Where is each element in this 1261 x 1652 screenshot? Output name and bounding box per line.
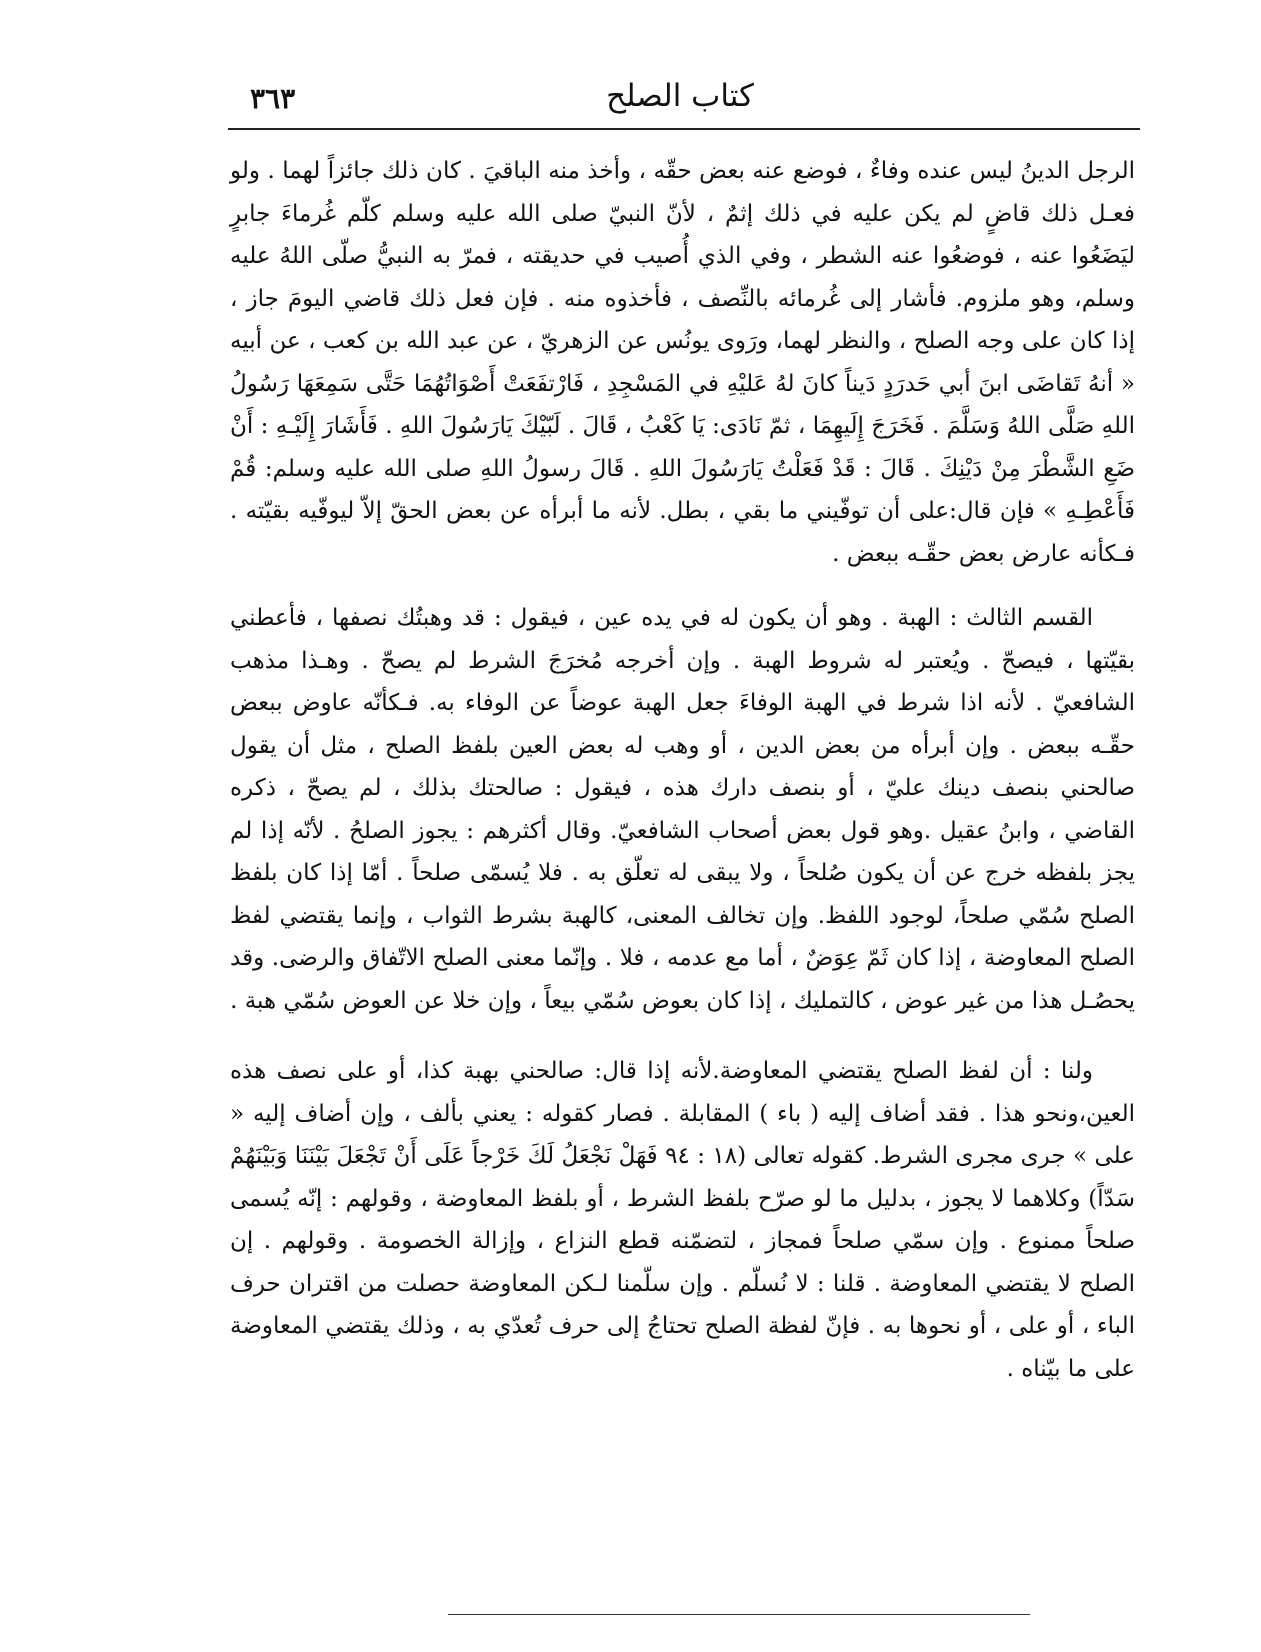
page-number: ٣٦٣: [250, 82, 296, 115]
paragraph-third-section: القسم الثالث : الهبة . وهو أن يكون له في يده عين ، فيقول : قد وهبتُك نصفها ، فأعطني بقيّتها ، فيصحّ . ويُعتبر له شروط الهبة . وإن أخرجه مُخرَجَ الشرط لم يصحّ . وهـذا مذهب الشافعيّ . لأنه اذا شرط في الهبة الوفاءَ جعل الهبة عوضاً عن الوفاء به. فـكأنّه عاوض ببعض حقّـه ببعض . وإن أبرأه من بعض الدين ، أو وهب له بعض العين بلفظ الصلح ، مثل أن يقول صالحني بنصف دينك عليّ ، أو بنصف دارك هذه ، فيقول : صالحتك بذلك ، لم يصحّ ، ذكره القاضي ، وابنُ عقيل .وهو قول بعض أصحاب الشافعيّ. وقال أكثرهم : يجوز الصلحُ . لأنّه إذا لم يجز بلفظه خرج عن أن يكون صُلحاً ، ولا يبقى له تعلّق به . فلا يُسمّى صلحاً . أمّا إذا كان بلفظ الصلح سُمّي صلحاً، لوجود اللفظ. وإن تخالف المعنى، كالهبة بشرط الثواب ، وإنما يقتضي لفظ الصلح المعاوضة ، إذا كان ثَمّ عِوَضٌ ، أما مع عدمه ، فلا . وإنّما معنى الصلح الاتّفاق والرضى. وقد يحصُـل هذا من غير عوض ، كالتمليك ، إذا كان بعوض سُمّي بيعاً ، وإن خلا عن العوض سُمّي هبة .: [230, 605, 1135, 1014]
paragraph-argument: ولنا : أن لفظ الصلح يقتضي المعاوضة.لأنه إذا قال: صالحني بهبة كذا، أو على نصف هذه العين،ونحو هذا . فقد أضاف إليه ( باء ) المقابلة . فصار كقوله : يعني بألف ، وإن أضاف إليه « على » جرى مجرى الشرط. كقوله تعالى (١٨ : ٩٤ فَهَلْ نَجْعَلُ لَكَ خَرْجاً عَلَى أَنْ تَجْعَلَ بَيْنَنَا وَبَيْنَهُمْ سَدّاً) وكلاهما لا يجوز ، بدليل ما لو صرّح بلفظ الشرط ، أو بلفظ المعاوضة ، وقولهم : إنّه يُسمى صلحاً ممنوع . وإن سمّي صلحاً فمجاز ، لتضمّنه قطع النزاع ، وإزالة الخصومة . وقولهم . إن الصلح لا يقتضي المعاوضة . قلنا : لا نُسلّم . وإن سلّمنا لـكن المعاوضة حصلت من اقتران حرف الباء ، أو على ، أو نحوها به . فإنّ لفظة الصلح تحتاجُ إلى حرف تُعدّي به ، وذلك يقتضي المعاوضة على ما بيّناه .: [230, 1058, 1135, 1382]
paragraph-continuation: الرجل الدينُ ليس عنده وفاءٌ ، فوضع عنه بعض حقّه ، وأخذ منه الباقيَ . كان ذلك جائزاً لهما . ولو فعـل ذلك قاضٍ لم يكن عليه في ذلك إثمٌ ، لأنّ النبيّ صلى الله عليه وسلم كلّم غُرماءَ جابرٍ ليَضَعُوا عنه ، فوضعُوا عنه الشطر ، وفي الذي أُصيب في حديقته ، فمرّ به النبيُّ صلّى اللهُ عليه وسلم، وهو ملزوم. فأشار إلى غُرمائه بالنِّصف ، فأخذوه منه . فإن فعل ذلك قاضي اليومَ جاز ، إذا كان على وجه الصلح ، والنظر لهما، ورَوى يونُس عن الزهريّ ، عن عبد الله بن كعب ، عن أبيه « أنهُ تَقاضَى ابنَ أبي حَدرَدٍ دَيناً كانَ لهُ عَليْهِ في المَسْجِدِ ، فَارْتفَعَتْ أَصْوَاتُهُمَا حَتَّى سَمِعَهَا رَسُولُ اللهِ صَلَّى اللهُ وَسَلَّمَ . فَخَرَجَ إِلَيهِمَا ، ثمّ نَادَى: يَا كَعْبُ ، قَالَ . لَبّيْكَ يَارَسُولَ اللهِ . فَأَشَارَ إِلَيْـهِ : أَنْ ضَعِ الشَّطْرَ مِنْ دَيْنِكَ . قَالَ : قَدْ فَعَلْتُ يَارَسُولَ اللهِ . قَالَ رسولُ اللهِ صلى الله عليه وسلم: قُمْ فَأَعْطِـهِ » فإن قال:على أن توفّيني ما بقي ، بطل. لأنه ما أبرأه عن بعض الحقّ إلاّ ليوفّيه بقيّته . فـكأنه عارض بعض حقّـه ببعض .: [230, 158, 1135, 567]
footer-rule: [448, 1614, 1030, 1615]
page-header: [230, 78, 1130, 122]
header-rule: [228, 128, 1140, 130]
main-text: [230, 150, 1135, 1390]
running-title: كتاب الصلح: [606, 78, 754, 114]
